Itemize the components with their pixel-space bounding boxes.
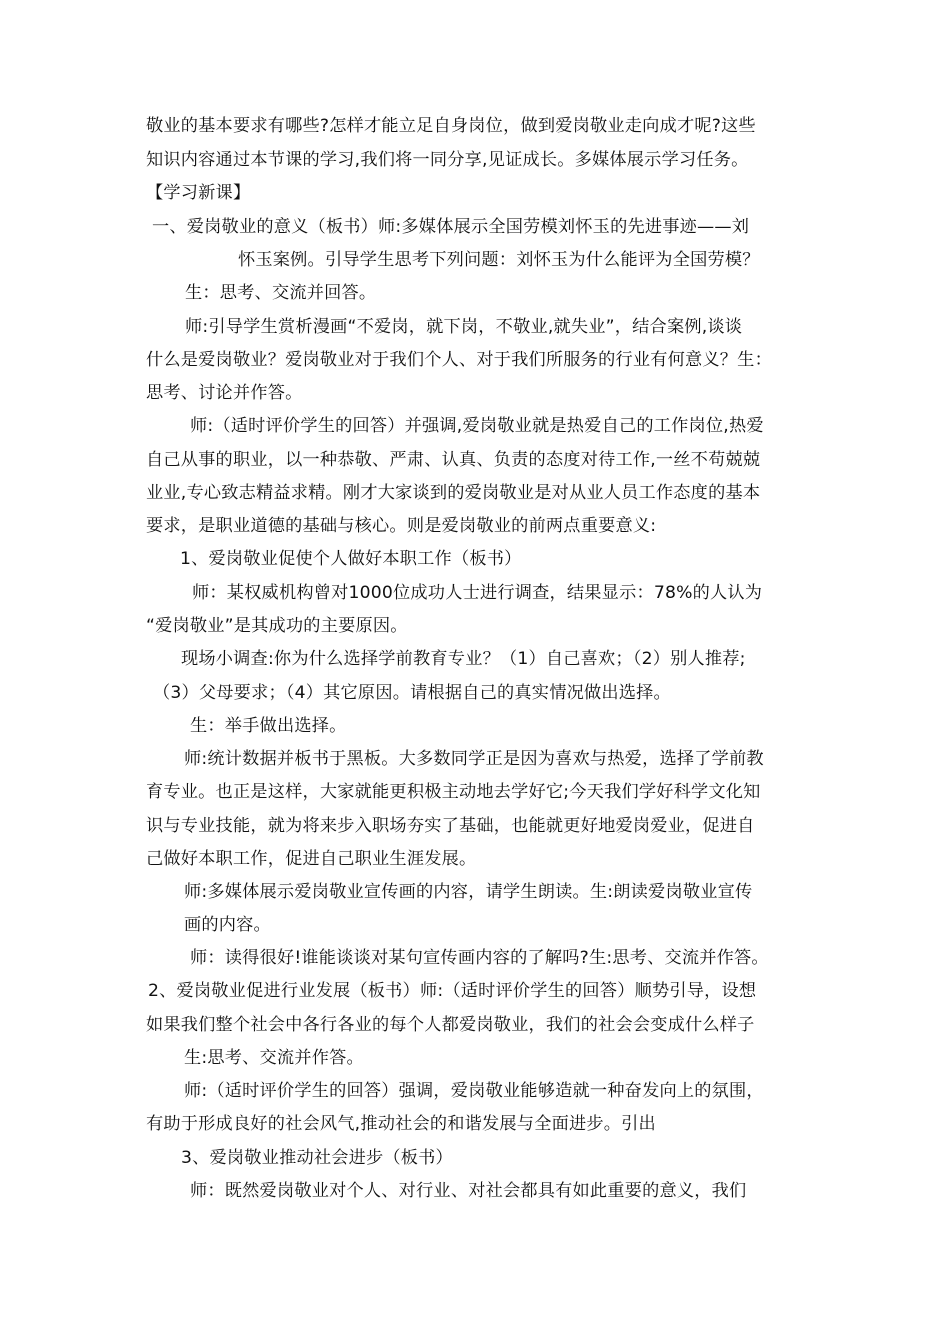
text-line: 师:引导学生赏析漫画“不爱岗，就下岗，不敬业,就失业”，结合案例,谈谈 — [185, 317, 743, 337]
text-line: 师：既然爱岗敬业对个人、对行业、对社会都具有如此重要的意义，我们 — [190, 1181, 747, 1201]
text-line: 育专业。也正是这样，大家就能更积极主动地去学好它;今天我们学好科学文化知 — [146, 782, 761, 802]
subheading: 3、爱岗敬业推动社会进步（板书） — [181, 1148, 453, 1168]
text-line: 业业,专心致志精益求精。刚才大家谈到的爱岗敬业是对从业人员工作态度的基本 — [146, 483, 761, 503]
text-line: 生：举手做出选择。 — [190, 716, 347, 736]
text-line: 师：读得很好!谁能谈谈对某句宣传画内容的了解吗?生:思考、交流并作答。 — [190, 948, 769, 968]
text-line: 敬业的基本要求有哪些?怎样才能立足自身岗位，做到爱岗敬业走向成才呢?这些 — [146, 116, 756, 136]
text-line: 一、爱岗敬业的意义（板书）师:多媒体展示全国劳模刘怀玉的先进事迹——刘 — [152, 217, 750, 237]
subheading: 2、爱岗敬业促进行业发展（板书）师:（适时评价学生的回答）顺势引导，设想 — [148, 981, 757, 1001]
text-line: 识与专业技能，就为将来步入职场夯实了基础，也能就更好地爱岗爱业，促进自 — [146, 816, 755, 836]
text-line: 己做好本职工作，促进自己职业生涯发展。 — [146, 849, 477, 869]
text-line: 画的内容。 — [184, 915, 271, 935]
text-line: 师:统计数据并板书于黑板。大多数同学正是因为喜欢与热爱，选择了学前教 — [184, 749, 764, 769]
text-line: 自己从事的职业，以一种恭敬、严肃、认真、负责的态度对待工作,一丝不苟兢兢 — [146, 450, 761, 470]
text-line: 思考、讨论并作答。 — [146, 383, 303, 403]
text-line: 师:（适时评价学生的回答）强调，爱岗敬业能够造就一种奋发向上的氛围， — [184, 1081, 764, 1101]
text-line: 师:多媒体展示爱岗敬业宣传画的内容，请学生朗读。生:朗读爱岗敬业宣传 — [184, 882, 753, 902]
text-line: 师:（适时评价学生的回答）并强调,爱岗敬业就是热爱自己的工作岗位,热爱 — [190, 416, 764, 436]
subheading: 1、爱岗敬业促使个人做好本职工作（板书） — [180, 549, 522, 569]
text-line: 要求，是职业道德的基础与核心。则是爱岗敬业的前两点重要意义: — [146, 516, 657, 536]
text-line: 怀玉案例。引导学生思考下列问题：刘怀玉为什么能评为全国劳模？ — [238, 250, 760, 270]
text-line: 生:思考、交流并作答。 — [184, 1048, 364, 1068]
text-line: （3）父母要求；（4）其它原因。请根据自己的真实情况做出选择。 — [153, 683, 671, 703]
text-line: 知识内容通过本节课的学习,我们将一同分享,见证成长。多媒体展示学习任务。 — [146, 150, 749, 170]
text-line: 什么是爱岗敬业？爱岗敬业对于我们个人、对于我们所服务的行业有何意义？生： — [146, 350, 772, 370]
text-line: 有助于形成良好的社会风气,推动社会的和谐发展与全面进步。引出 — [146, 1114, 656, 1134]
text-line: 现场小调查:你为什么选择学前教育专业？（1）自己喜欢；（2）别人推荐; — [181, 649, 746, 669]
text-line: 师：某权威机构曾对1000位成功人士进行调查，结果显示：78%的人认为 — [192, 583, 763, 603]
text-line: 生：思考、交流并回答。 — [185, 283, 377, 303]
text-line: 如果我们整个社会中各行各业的每个人都爱岗敬业，我们的社会会变成什么样子 — [146, 1015, 755, 1035]
text-line: “爱岗敬业”是其成功的主要原因。 — [146, 616, 408, 636]
section-heading: 【学习新课】 — [146, 183, 251, 203]
